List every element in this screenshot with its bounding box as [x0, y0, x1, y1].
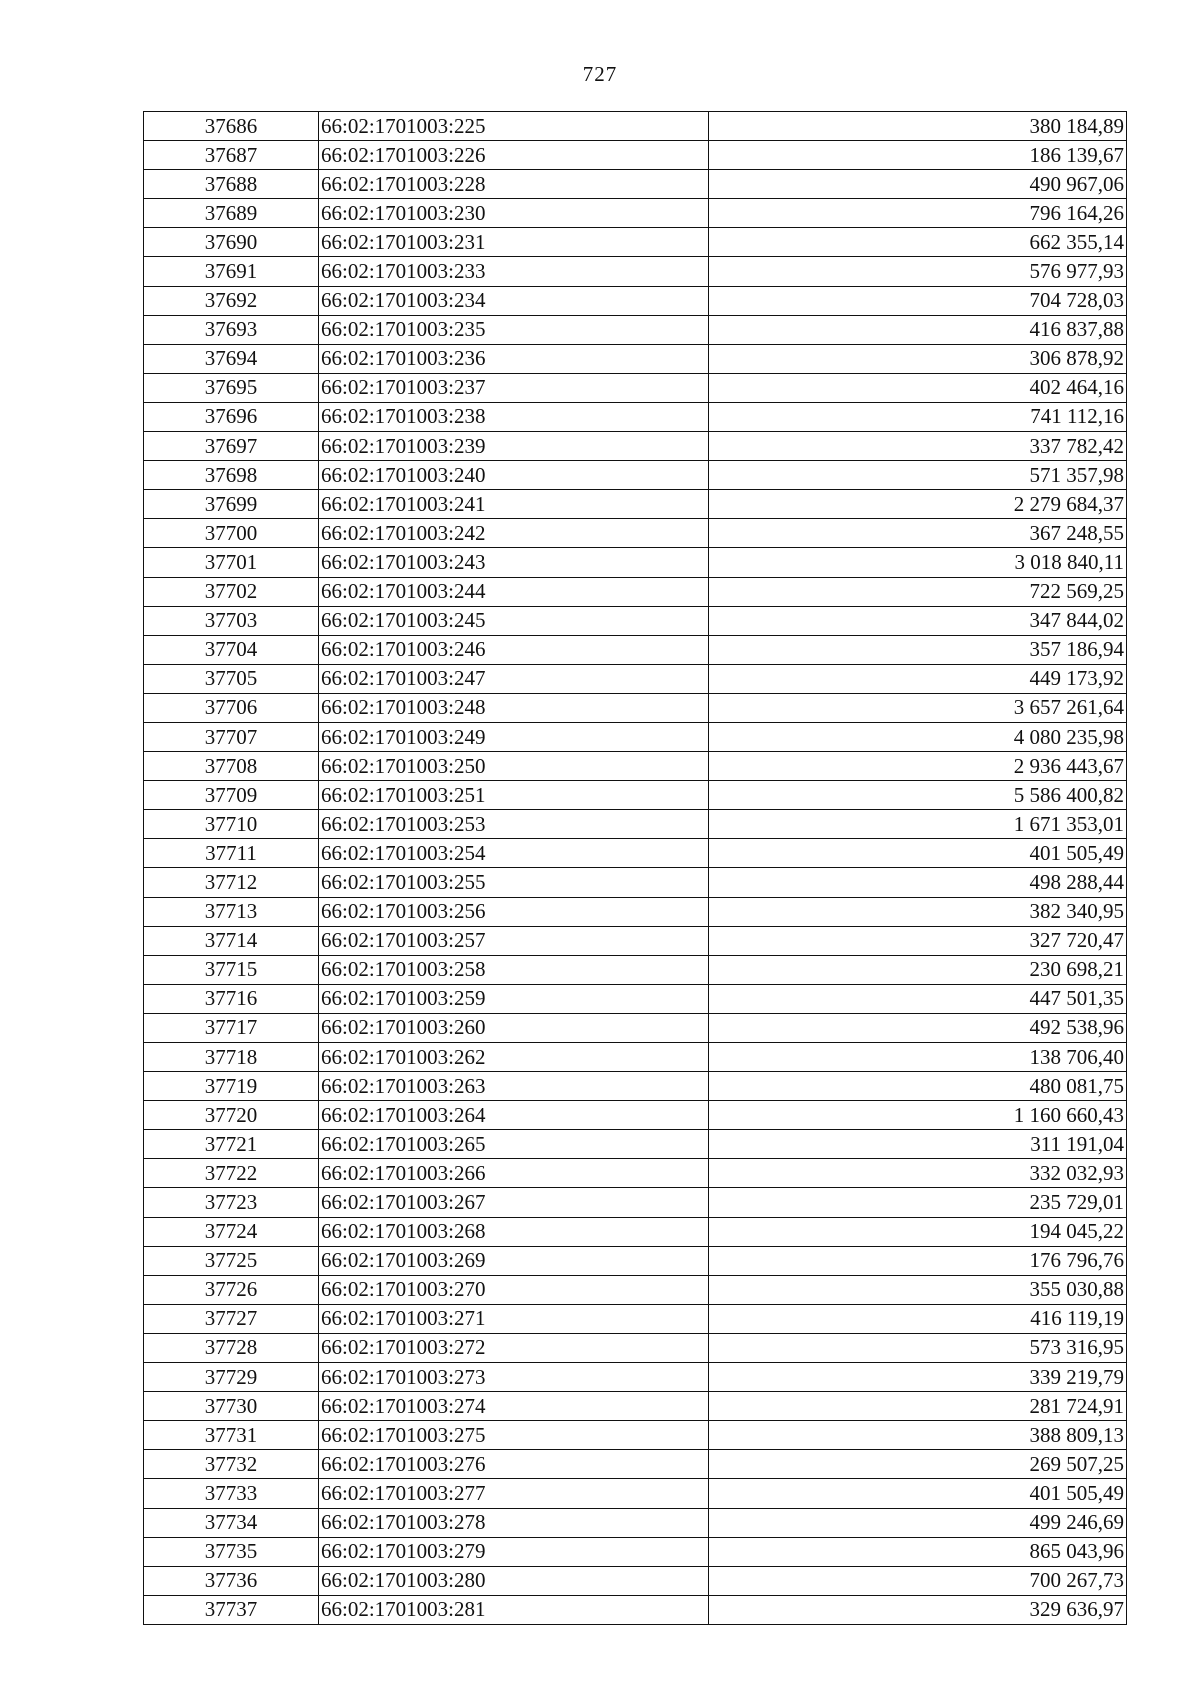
cadastral-number-cell: 66:02:1701003:244 [319, 577, 709, 606]
cadastral-value-cell: 380 184,89 [709, 112, 1127, 141]
cadastral-value-cell: 269 507,25 [709, 1450, 1127, 1479]
cadastral-number-cell: 66:02:1701003:275 [319, 1421, 709, 1450]
table-row [144, 519, 1127, 548]
cadastral-value-cell: 355 030,88 [709, 1275, 1127, 1304]
cadastral-number-cell: 66:02:1701003:233 [319, 257, 709, 286]
cadastral-number-cell: 66:02:1701003:231 [319, 228, 709, 257]
cadastral-number-cell: 66:02:1701003:230 [319, 199, 709, 228]
table-row [144, 402, 1127, 431]
row-number-cell: 37712 [144, 868, 319, 897]
cadastral-number-cell: 66:02:1701003:264 [319, 1101, 709, 1130]
cadastral-value-cell: 449 173,92 [709, 664, 1127, 693]
cadastral-value-cell: 498 288,44 [709, 868, 1127, 897]
cadastral-number-cell: 66:02:1701003:271 [319, 1304, 709, 1333]
cadastral-value-cell: 382 340,95 [709, 897, 1127, 926]
cadastral-number-cell: 66:02:1701003:248 [319, 693, 709, 722]
cadastral-number-cell: 66:02:1701003:245 [319, 606, 709, 635]
cadastral-value-cell: 571 357,98 [709, 461, 1127, 490]
table-row [144, 257, 1127, 286]
cadastral-value-cell: 741 112,16 [709, 402, 1127, 431]
row-number-cell: 37699 [144, 490, 319, 519]
row-number-cell: 37700 [144, 519, 319, 548]
cadastral-number-cell: 66:02:1701003:281 [319, 1595, 709, 1624]
cadastral-value-cell: 402 464,16 [709, 373, 1127, 402]
cadastral-value-cell: 416 837,88 [709, 315, 1127, 344]
cadastral-value-cell: 662 355,14 [709, 228, 1127, 257]
cadastral-value-cell: 2 279 684,37 [709, 490, 1127, 519]
row-number-cell: 37707 [144, 722, 319, 751]
table-row [144, 1363, 1127, 1392]
row-number-cell: 37689 [144, 199, 319, 228]
cadastral-value-cell: 490 967,06 [709, 170, 1127, 199]
table-row [144, 432, 1127, 461]
table-row [144, 897, 1127, 926]
cadastral-number-cell: 66:02:1701003:255 [319, 868, 709, 897]
row-number-cell: 37727 [144, 1304, 319, 1333]
cadastral-number-cell: 66:02:1701003:225 [319, 112, 709, 141]
cadastral-value-cell: 347 844,02 [709, 606, 1127, 635]
cadastral-number-cell: 66:02:1701003:257 [319, 926, 709, 955]
cadastral-value-cell: 194 045,22 [709, 1217, 1127, 1246]
table-row [144, 141, 1127, 170]
cadastral-number-cell: 66:02:1701003:258 [319, 955, 709, 984]
cadastral-number-cell: 66:02:1701003:267 [319, 1188, 709, 1217]
cadastral-number-cell: 66:02:1701003:274 [319, 1392, 709, 1421]
row-number-cell: 37692 [144, 286, 319, 315]
cadastral-value-cell: 5 586 400,82 [709, 781, 1127, 810]
row-number-cell: 37730 [144, 1392, 319, 1421]
row-number-cell: 37737 [144, 1595, 319, 1624]
table-row [144, 1101, 1127, 1130]
cadastral-value-cell: 138 706,40 [709, 1043, 1127, 1072]
cadastral-value-cell: 480 081,75 [709, 1072, 1127, 1101]
cadastral-value-cell: 1 160 660,43 [709, 1101, 1127, 1130]
cadastral-value-cell: 329 636,97 [709, 1595, 1127, 1624]
table-row [144, 1566, 1127, 1595]
row-number-cell: 37709 [144, 781, 319, 810]
row-number-cell: 37714 [144, 926, 319, 955]
table-row [144, 1043, 1127, 1072]
cadastral-value-cell: 337 782,42 [709, 432, 1127, 461]
row-number-cell: 37713 [144, 897, 319, 926]
cadastral-value-cell: 281 724,91 [709, 1392, 1127, 1421]
cadastral-number-cell: 66:02:1701003:238 [319, 402, 709, 431]
row-number-cell: 37715 [144, 955, 319, 984]
table-row [144, 286, 1127, 315]
table-row [144, 1246, 1127, 1275]
table-row [144, 199, 1127, 228]
cadastral-value-cell: 722 569,25 [709, 577, 1127, 606]
table-row [144, 693, 1127, 722]
cadastral-number-cell: 66:02:1701003:239 [319, 432, 709, 461]
cadastral-number-cell: 66:02:1701003:250 [319, 752, 709, 781]
table-row [144, 461, 1127, 490]
cadastral-value-cell: 4 080 235,98 [709, 722, 1127, 751]
cadastral-value-cell: 388 809,13 [709, 1421, 1127, 1450]
cadastral-number-cell: 66:02:1701003:268 [319, 1217, 709, 1246]
table-row [144, 577, 1127, 606]
row-number-cell: 37702 [144, 577, 319, 606]
row-number-cell: 37688 [144, 170, 319, 199]
cadastral-value-cell: 327 720,47 [709, 926, 1127, 955]
row-number-cell: 37717 [144, 1013, 319, 1042]
cadastral-number-cell: 66:02:1701003:234 [319, 286, 709, 315]
cadastral-value-cell: 230 698,21 [709, 955, 1127, 984]
cadastral-number-cell: 66:02:1701003:253 [319, 810, 709, 839]
row-number-cell: 37691 [144, 257, 319, 286]
cadastral-number-cell: 66:02:1701003:272 [319, 1333, 709, 1362]
row-number-cell: 37723 [144, 1188, 319, 1217]
table-row [144, 810, 1127, 839]
cadastral-number-cell: 66:02:1701003:254 [319, 839, 709, 868]
cadastral-value-cell: 311 191,04 [709, 1130, 1127, 1159]
row-number-cell: 37711 [144, 839, 319, 868]
table-row [144, 606, 1127, 635]
table-row [144, 315, 1127, 344]
row-number-cell: 37710 [144, 810, 319, 839]
cadastral-value-cell: 700 267,73 [709, 1566, 1127, 1595]
table-row [144, 926, 1127, 955]
cadastral-number-cell: 66:02:1701003:266 [319, 1159, 709, 1188]
cadastral-value-cell: 796 164,26 [709, 199, 1127, 228]
row-number-cell: 37686 [144, 112, 319, 141]
table-row [144, 868, 1127, 897]
table-row [144, 1333, 1127, 1362]
cadastral-number-cell: 66:02:1701003:237 [319, 373, 709, 402]
table-row [144, 752, 1127, 781]
table-row [144, 228, 1127, 257]
cadastral-value-cell: 492 538,96 [709, 1013, 1127, 1042]
cadastral-value-cell: 1 671 353,01 [709, 810, 1127, 839]
row-number-cell: 37698 [144, 461, 319, 490]
table-row [144, 1595, 1127, 1624]
cadastral-value-cell: 176 796,76 [709, 1246, 1127, 1275]
table-row [144, 1217, 1127, 1246]
table-body [144, 112, 1127, 1625]
table-row [144, 1130, 1127, 1159]
row-number-cell: 37726 [144, 1275, 319, 1304]
row-number-cell: 37687 [144, 141, 319, 170]
cadastral-value-cell: 401 505,49 [709, 1479, 1127, 1508]
table-row [144, 1479, 1127, 1508]
cadastral-number-cell: 66:02:1701003:276 [319, 1450, 709, 1479]
cadastral-value-cell: 306 878,92 [709, 344, 1127, 373]
cadastral-number-cell: 66:02:1701003:236 [319, 344, 709, 373]
table-row [144, 373, 1127, 402]
cadastral-value-cell: 447 501,35 [709, 984, 1127, 1013]
cadastral-value-cell: 573 316,95 [709, 1333, 1127, 1362]
cadastral-number-cell: 66:02:1701003:263 [319, 1072, 709, 1101]
row-number-cell: 37695 [144, 373, 319, 402]
table-row [144, 839, 1127, 868]
cadastral-number-cell: 66:02:1701003:277 [319, 1479, 709, 1508]
cadastral-number-cell: 66:02:1701003:259 [319, 984, 709, 1013]
row-number-cell: 37690 [144, 228, 319, 257]
table-row [144, 1072, 1127, 1101]
cadastral-value-table [143, 111, 1127, 1625]
row-number-cell: 37708 [144, 752, 319, 781]
table-row [144, 1508, 1127, 1537]
table-row [144, 955, 1127, 984]
row-number-cell: 37704 [144, 635, 319, 664]
row-number-cell: 37693 [144, 315, 319, 344]
row-number-cell: 37721 [144, 1130, 319, 1159]
table-row [144, 781, 1127, 810]
cadastral-number-cell: 66:02:1701003:260 [319, 1013, 709, 1042]
cadastral-value-cell: 186 139,67 [709, 141, 1127, 170]
cadastral-value-cell: 576 977,93 [709, 257, 1127, 286]
cadastral-number-cell: 66:02:1701003:280 [319, 1566, 709, 1595]
row-number-cell: 37732 [144, 1450, 319, 1479]
row-number-cell: 37703 [144, 606, 319, 635]
table-row [144, 1275, 1127, 1304]
cadastral-number-cell: 66:02:1701003:242 [319, 519, 709, 548]
row-number-cell: 37735 [144, 1537, 319, 1566]
row-number-cell: 37718 [144, 1043, 319, 1072]
row-number-cell: 37720 [144, 1101, 319, 1130]
row-number-cell: 37697 [144, 432, 319, 461]
cadastral-number-cell: 66:02:1701003:240 [319, 461, 709, 490]
cadastral-number-cell: 66:02:1701003:251 [319, 781, 709, 810]
row-number-cell: 37706 [144, 693, 319, 722]
cadastral-value-cell: 367 248,55 [709, 519, 1127, 548]
cadastral-value-cell: 704 728,03 [709, 286, 1127, 315]
cadastral-number-cell: 66:02:1701003:226 [319, 141, 709, 170]
page-number: 727 [582, 62, 618, 86]
cadastral-value-cell: 401 505,49 [709, 839, 1127, 868]
row-number-cell: 37701 [144, 548, 319, 577]
table-row [144, 1159, 1127, 1188]
table-row [144, 1421, 1127, 1450]
cadastral-number-cell: 66:02:1701003:265 [319, 1130, 709, 1159]
table-row [144, 1013, 1127, 1042]
cadastral-value-cell: 865 043,96 [709, 1537, 1127, 1566]
table-row [144, 1304, 1127, 1333]
cadastral-value-cell: 339 219,79 [709, 1363, 1127, 1392]
row-number-cell: 37716 [144, 984, 319, 1013]
cadastral-number-cell: 66:02:1701003:256 [319, 897, 709, 926]
cadastral-value-cell: 3 018 840,11 [709, 548, 1127, 577]
table-row [144, 548, 1127, 577]
table-row [144, 722, 1127, 751]
cadastral-number-cell: 66:02:1701003:243 [319, 548, 709, 577]
cadastral-number-cell: 66:02:1701003:270 [319, 1275, 709, 1304]
row-number-cell: 37724 [144, 1217, 319, 1246]
table-row [144, 112, 1127, 141]
cadastral-value-cell: 3 657 261,64 [709, 693, 1127, 722]
row-number-cell: 37734 [144, 1508, 319, 1537]
row-number-cell: 37728 [144, 1333, 319, 1362]
cadastral-number-cell: 66:02:1701003:269 [319, 1246, 709, 1275]
cadastral-value-cell: 357 186,94 [709, 635, 1127, 664]
cadastral-number-cell: 66:02:1701003:273 [319, 1363, 709, 1392]
cadastral-number-cell: 66:02:1701003:279 [319, 1537, 709, 1566]
cadastral-number-cell: 66:02:1701003:241 [319, 490, 709, 519]
row-number-cell: 37733 [144, 1479, 319, 1508]
cadastral-number-cell: 66:02:1701003:247 [319, 664, 709, 693]
cadastral-value-cell: 499 246,69 [709, 1508, 1127, 1537]
table-row [144, 1392, 1127, 1421]
table-row [144, 170, 1127, 199]
table-row [144, 1188, 1127, 1217]
cadastral-number-cell: 66:02:1701003:249 [319, 722, 709, 751]
cadastral-value-cell: 2 936 443,67 [709, 752, 1127, 781]
row-number-cell: 37736 [144, 1566, 319, 1595]
cadastral-number-cell: 66:02:1701003:228 [319, 170, 709, 199]
row-number-cell: 37719 [144, 1072, 319, 1101]
cadastral-value-cell: 416 119,19 [709, 1304, 1127, 1333]
cadastral-number-cell: 66:02:1701003:278 [319, 1508, 709, 1537]
table-row [144, 984, 1127, 1013]
table-row [144, 1537, 1127, 1566]
row-number-cell: 37729 [144, 1363, 319, 1392]
row-number-cell: 37725 [144, 1246, 319, 1275]
row-number-cell: 37694 [144, 344, 319, 373]
cadastral-value-cell: 235 729,01 [709, 1188, 1127, 1217]
table-row [144, 1450, 1127, 1479]
cadastral-value-cell: 332 032,93 [709, 1159, 1127, 1188]
table-row [144, 635, 1127, 664]
cadastral-number-cell: 66:02:1701003:235 [319, 315, 709, 344]
row-number-cell: 37696 [144, 402, 319, 431]
row-number-cell: 37705 [144, 664, 319, 693]
table-row [144, 344, 1127, 373]
cadastral-number-cell: 66:02:1701003:246 [319, 635, 709, 664]
cadastral-number-cell: 66:02:1701003:262 [319, 1043, 709, 1072]
row-number-cell: 37722 [144, 1159, 319, 1188]
table-row [144, 664, 1127, 693]
row-number-cell: 37731 [144, 1421, 319, 1450]
table-row [144, 490, 1127, 519]
